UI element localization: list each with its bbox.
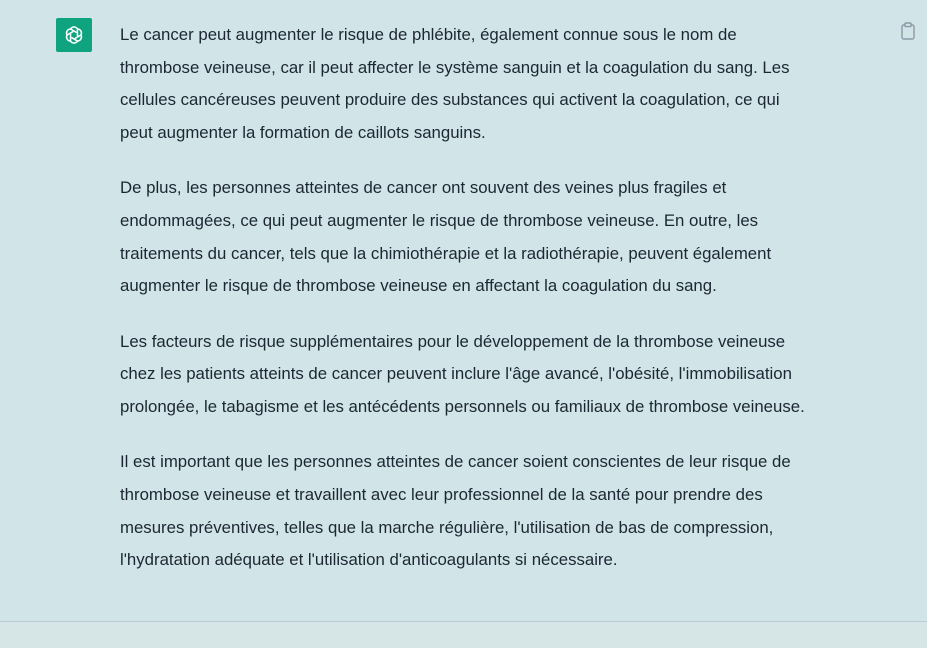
paragraph-line: prolongée, le tabagisme et les antécédents personnels ou familiaux de thrombose veineuse. [120,397,805,417]
copy-button[interactable] [898,20,918,42]
paragraph-line: Les facteurs de risque supplémentaires pour le développement de la thrombose veineuse [120,331,786,351]
next-message-area [0,622,927,648]
openai-logo-icon [61,22,87,48]
message-content [120,19,890,600]
paragraph-line: thrombose veineuse, car il peut affecter le système sanguin et la coagulation du sang. Les [120,57,790,77]
paragraph-line: thrombose veineuse et travaillent avec leur professionnel de la santé pour prendre des [120,484,763,504]
message-paragraph [120,19,890,150]
message-paragraph [120,172,890,303]
clipboard-icon [901,22,915,40]
paragraph-line: augmenter le risque de thrombose veineuse en affectant la coagulation du sang. [120,276,717,296]
paragraph-line: mesures préventives, telles que la marche régulière, l'utilisation de bas de compression, [120,517,774,537]
paragraph-line: cellules cancéreuses peuvent produire des substances qui activent la coagulation, ce qui [120,90,780,110]
paragraph-line: endommagées, ce qui peut augmenter le risque de thrombose veineuse. En outre, les [120,211,759,231]
paragraph-line: De plus, les personnes atteintes de cancer ont souvent des veines plus fragiles et [120,178,727,198]
paragraph-line: Il est important que les personnes atteintes de cancer soient conscientes de leur risque de [120,452,791,472]
message-paragraph [120,446,890,577]
paragraph-line: Le cancer peut augmenter le risque de phlébite, également connue sous le nom de [120,25,737,44]
message-paragraph [120,326,890,424]
paragraph-line: traitements du cancer, tels que la chimiothérapie et la radiothérapie, peuvent également [120,243,772,263]
paragraph-line: peut augmenter la formation de caillots sanguins. [120,123,486,143]
paragraph-line: l'hydratation adéquate et l'utilisation d'anticoagulants si nécessaire. [120,550,618,570]
assistant-avatar [56,18,92,52]
paragraph-line: chez les patients atteints de cancer peuvent inclure l'âge avancé, l'obésité, l'immobilisation [120,364,792,384]
